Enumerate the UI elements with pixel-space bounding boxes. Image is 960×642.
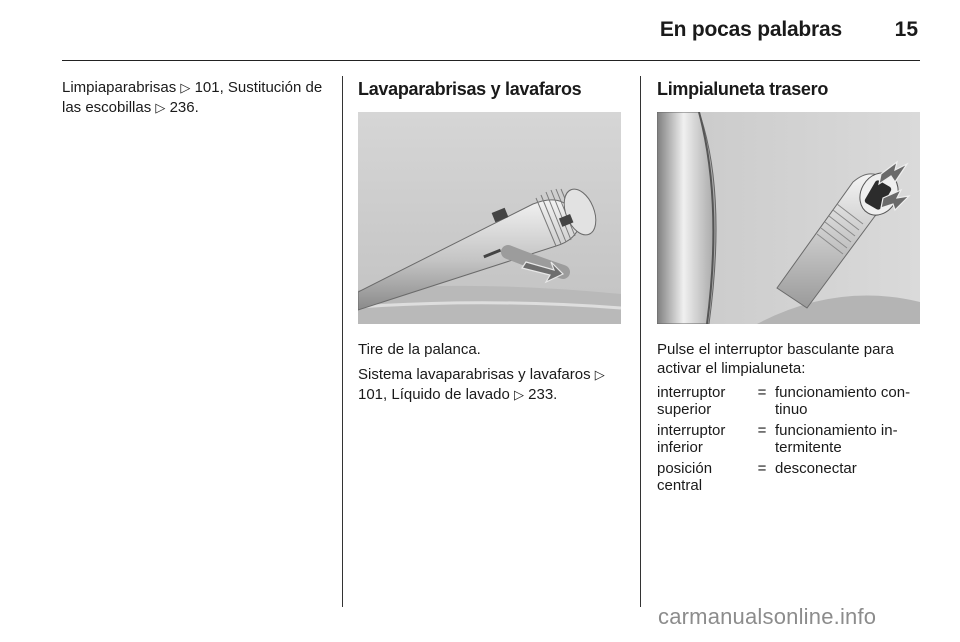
reference-arrow-icon: ▷ <box>155 101 166 116</box>
position-term: posición central <box>657 460 713 494</box>
switch-positions-table <box>657 384 920 498</box>
table-row <box>657 422 920 460</box>
page-ref-101[interactable]: 101 <box>358 386 384 403</box>
position-term: interruptor inferior <box>657 422 726 456</box>
link-washer-system[interactable]: Sistema lavaparabrisas y lavafaros <box>358 366 595 383</box>
equals-sign: = <box>757 422 767 439</box>
table-row <box>657 384 920 422</box>
instruction-pull-lever: Tire de la palanca. <box>358 341 481 358</box>
page-ref-236[interactable]: 236 <box>169 99 195 116</box>
watermark: carmanualsonline.info <box>658 604 877 629</box>
page-ref-101[interactable]: 101 <box>194 79 220 96</box>
header-rule <box>62 60 920 61</box>
equals-sign: = <box>757 460 767 477</box>
position-definition: funcionamiento con-tinuo <box>775 384 911 418</box>
column-3 <box>657 78 922 498</box>
position-definition: funcionamiento in-termitente <box>775 422 898 456</box>
column-1 <box>62 78 327 124</box>
equals-sign: = <box>757 384 767 401</box>
link-wiper-blades[interactable]: , Sustitución de las escobillas <box>62 79 323 116</box>
instruction-press-switch: Pulse el interruptor basculante para activar el limpialuneta: <box>657 341 894 377</box>
reference-arrow-icon: ▷ <box>180 81 191 96</box>
cross-reference-paragraph <box>358 365 623 405</box>
page-number: 15 <box>894 18 918 41</box>
section-heading-rear-wiper: Limpialuneta trasero <box>657 79 829 99</box>
link-wipers[interactable]: Limpiaparabrisas <box>62 79 181 96</box>
reference-arrow-icon: ▷ <box>594 368 605 383</box>
punctuation: . <box>553 386 558 403</box>
position-term: interruptor superior <box>657 384 726 418</box>
page-header-title: En pocas palabras <box>659 18 842 41</box>
page-ref-233[interactable]: 233 <box>528 386 554 403</box>
column-divider-2 <box>640 76 641 607</box>
punctuation: . <box>194 99 199 116</box>
position-definition: desconectar <box>775 460 857 477</box>
column-divider-1 <box>342 76 343 607</box>
washer-lever-illustration <box>358 112 621 324</box>
table-row <box>657 460 920 498</box>
column-2 <box>358 78 623 411</box>
rear-wiper-switch-illustration <box>657 112 920 324</box>
section-heading-washer: Lavaparabrisas y lavafaros <box>358 79 582 99</box>
link-washer-fluid[interactable]: , Líquido de lavado <box>383 386 514 403</box>
reference-arrow-icon: ▷ <box>513 388 524 403</box>
cross-reference-paragraph <box>62 78 327 118</box>
